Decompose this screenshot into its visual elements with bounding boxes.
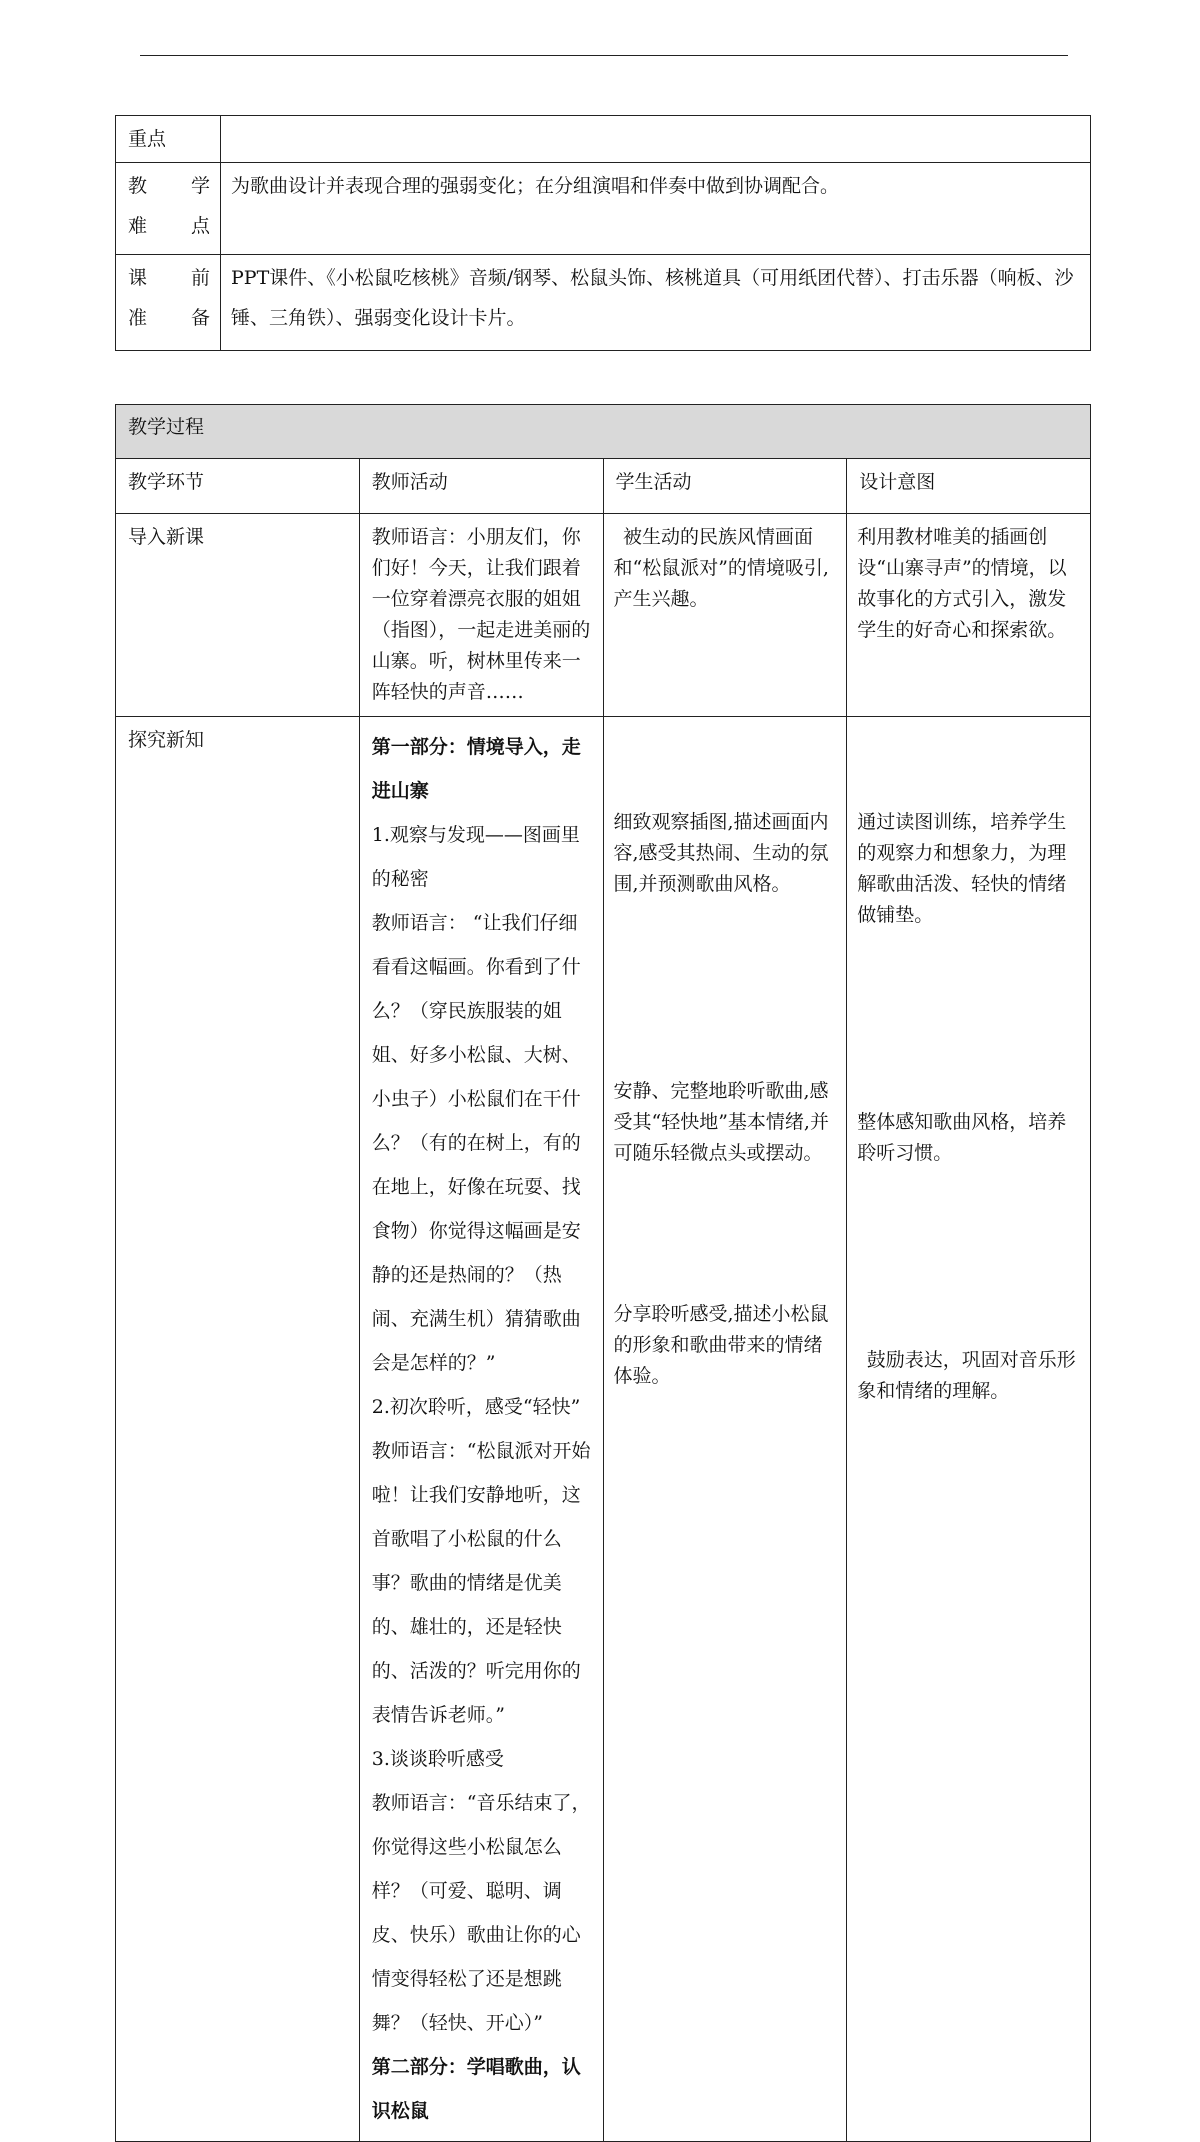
preparation-value: PPT课件、《小松鼠吃核桃》音频/钢琴、松鼠头饰、核桃道具（可用纸团代替）、打击乐器（响板、沙锤、三角铁）、强弱变化设计卡片。 xyxy=(221,255,1091,351)
explore-row xyxy=(116,717,1091,2142)
header-student-activity: 学生活动 xyxy=(603,459,847,514)
explore-student-activity xyxy=(603,717,847,2142)
difficulty-row xyxy=(116,163,1091,255)
focus-value xyxy=(221,116,1091,163)
student-activity-3: 分享聆听感受,描述小松鼠的形象和歌曲带来的情绪体验。 xyxy=(613,1303,829,1387)
difficulty-label-line-1: 教学 xyxy=(128,175,210,197)
intro-row xyxy=(116,514,1091,717)
intro-teacher-activity xyxy=(359,514,603,717)
design-intent-1: 通过读图训练，培养学生的观察力和想象力，为理解歌曲活泼、轻快的情绪做铺垫。 xyxy=(857,811,1067,926)
section3-title: 3.谈谈聆听感受 xyxy=(371,1748,504,1770)
process-title-row xyxy=(116,405,1091,459)
difficulty-value: 为歌曲设计并表现合理的强弱变化；在分组演唱和伴奏中做到协调配合。 xyxy=(221,163,1091,255)
section1-title: 1.观察与发现——图画里的秘密 xyxy=(371,824,580,890)
section2-text: 教师语言：“松鼠派对开始啦！让我们安静地听，这首歌唱了小松鼠的什么事？歌曲的情绪是优美的、雄壮的，还是轻快的、活泼的？听完用你的表情告诉老师。” xyxy=(371,1440,591,1726)
design-intent-3: 鼓励表达，巩固对音乐形象和情绪的理解。 xyxy=(857,1349,1076,1402)
focus-label: 重点 xyxy=(116,116,221,163)
intro-student-text: 被生动的民族风情画面和“松鼠派对”的情境吸引,产生兴趣。 xyxy=(613,526,829,610)
header-rule xyxy=(140,55,1068,56)
section1-text: 教师语言： “让我们仔细看看这幅画。你看到了什么？（穿民族服装的姐姐、好多小松鼠、大树、小虫子）小松鼠们在干什么？（有的在树上，有的在地上，好像在玩耍、找食物）你觉得这幅画是安静的还是热闹的？（热闹、充满生机）猜猜歌曲会是怎样的？” xyxy=(371,912,581,1374)
spacer xyxy=(857,725,1082,807)
preparation-label xyxy=(116,255,221,351)
lesson-info-table xyxy=(115,115,1091,351)
intro-student-activity xyxy=(603,514,847,717)
process-title: 教学过程 xyxy=(116,405,1091,459)
intro-teacher-text: 教师语言：小朋友们，你们好！今天，让我们跟着一位穿着漂亮衣服的姐姐（指图），一起走进美丽的山寨。听，树林里传来一阵轻快的声音…… xyxy=(371,526,591,703)
student-activity-2: 安静、完整地聆听歌曲,感受其“轻快地”基本情绪,并可随乐轻微点头或摆动。 xyxy=(613,1080,829,1164)
spacer xyxy=(614,725,839,807)
part2-title: 第二部分：学唱歌曲，认识松鼠 xyxy=(371,2056,581,2122)
difficulty-label xyxy=(116,163,221,255)
student-activity-1: 细致观察插图,描述画面内容,感受其热闹、生动的氛围,并预测歌曲风格。 xyxy=(613,811,829,895)
explore-design-intent xyxy=(847,717,1091,2142)
preparation-row xyxy=(116,255,1091,351)
intro-design-intent xyxy=(847,514,1091,717)
part1-title: 第一部分：情境导入，走进山寨 xyxy=(371,736,581,802)
spacer xyxy=(857,1169,1082,1345)
preparation-label-line-2: 准备 xyxy=(128,307,210,329)
teaching-process-table xyxy=(115,404,1091,2142)
intro-stage: 导入新课 xyxy=(116,514,360,717)
header-stage: 教学环节 xyxy=(116,459,360,514)
spacer xyxy=(857,931,1082,1107)
section2-title: 2.初次聆听，感受“轻快” xyxy=(371,1396,581,1418)
intro-intent-text: 利用教材唯美的插画创设“山寨寻声”的情境，以故事化的方式引入，激发学生的好奇心和探索欲。 xyxy=(857,526,1067,641)
spacer xyxy=(614,900,839,1076)
section3-text: 教师语言：“音乐结束了，你觉得这些小松鼠怎么样？（可爱、聪明、调皮、快乐）歌曲让你的心情变得轻松了还是想跳舞？（轻快、开心）” xyxy=(371,1792,591,2034)
explore-stage: 探究新知 xyxy=(116,717,360,2142)
design-intent-2: 整体感知歌曲风格，培养聆听习惯。 xyxy=(857,1111,1067,1164)
focus-row xyxy=(116,116,1091,163)
difficulty-label-line-2: 难点 xyxy=(128,215,210,237)
header-design-intent: 设计意图 xyxy=(847,459,1091,514)
explore-teacher-activity xyxy=(359,717,603,2142)
column-header-row xyxy=(116,459,1091,514)
header-teacher-activity: 教师活动 xyxy=(359,459,603,514)
preparation-label-line-1: 课 前 xyxy=(128,267,210,289)
spacer xyxy=(614,1169,839,1299)
